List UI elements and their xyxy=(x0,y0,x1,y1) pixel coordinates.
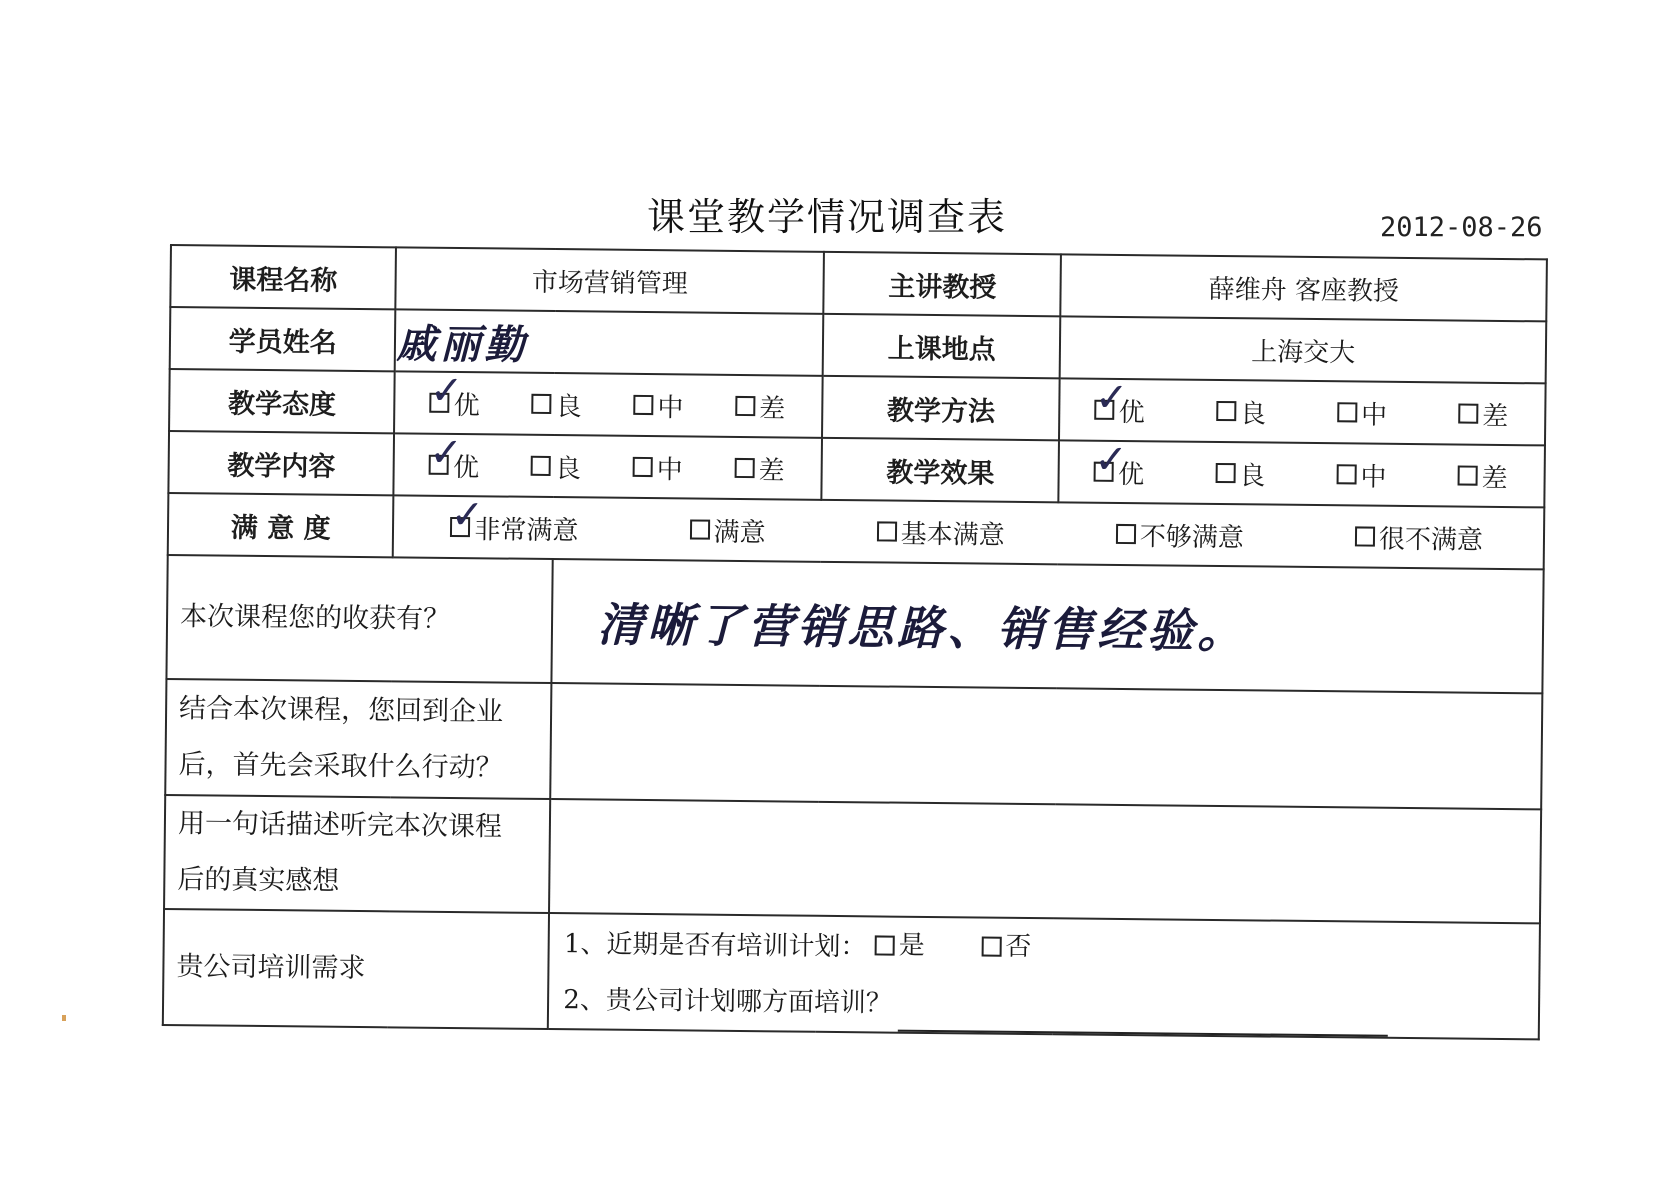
student-label: 学员姓名 xyxy=(170,307,396,371)
action-question-line2: 后，首先会采取什么行动？ xyxy=(178,749,503,784)
row-action xyxy=(165,679,1542,809)
training-plan-no[interactable]: 否 xyxy=(981,919,1032,976)
checkbox-icon[interactable] xyxy=(1094,436,1129,484)
location-value[interactable]: 上海交大 xyxy=(1060,316,1546,383)
method-option-average[interactable]: 中 xyxy=(1337,394,1387,432)
attitude-option-average[interactable]: 中 xyxy=(633,386,683,424)
row-training xyxy=(163,909,1540,1039)
attitude-label: 教学态度 xyxy=(169,369,395,433)
attitude-options xyxy=(394,367,822,437)
form-date: 2012-08-26 xyxy=(1380,212,1543,243)
method-options xyxy=(1059,374,1545,445)
gain-question: 本次课程您的收获有？ xyxy=(166,555,553,683)
location-label: 上课地点 xyxy=(823,314,1061,378)
satisfaction-option-satisfied[interactable]: 满意 xyxy=(689,511,765,549)
checkbox-icon[interactable] xyxy=(735,458,755,478)
checkbox-icon[interactable] xyxy=(689,519,709,539)
feeling-question-line2: 后的真实感想 xyxy=(177,864,340,897)
survey-form-table xyxy=(162,244,1548,1040)
checkbox-icon[interactable] xyxy=(1457,465,1477,485)
course-label: 课程名称 xyxy=(170,245,396,309)
effect-label: 教学效果 xyxy=(821,438,1059,502)
checkbox-icon[interactable] xyxy=(1337,402,1357,422)
satisfaction-option-very-satisfied[interactable]: ✓ 非常满意 xyxy=(450,491,579,546)
checkbox-icon[interactable] xyxy=(735,396,755,416)
satisfaction-option-basically-satisfied[interactable]: 基本满意 xyxy=(877,513,1005,551)
training-q2: 2、贵公司计划哪方面培训？ xyxy=(563,972,1538,1038)
training-questions xyxy=(548,913,1540,1039)
content-option-good[interactable]: 良 xyxy=(531,447,581,485)
checkbox-icon[interactable] xyxy=(1216,401,1236,421)
content-option-average[interactable]: 中 xyxy=(633,448,683,486)
checkbox-icon[interactable] xyxy=(877,521,897,541)
paper-speck xyxy=(62,1015,66,1021)
action-question-line1: 结合本次课程，您回到企业 xyxy=(178,693,504,728)
method-label: 教学方法 xyxy=(822,376,1060,440)
checkmark-icon: ✓ xyxy=(429,367,464,415)
gain-answer-handwritten[interactable]: 清晰了营销思路、销售经验。 xyxy=(552,559,1544,693)
row-gain xyxy=(166,555,1543,693)
satisfaction-option-not-satisfied-enough[interactable]: 不够满意 xyxy=(1116,515,1244,553)
satisfaction-option-very-dissatisfied[interactable]: 很不满意 xyxy=(1355,518,1483,556)
training-area-input[interactable] xyxy=(898,1006,1388,1037)
feeling-answer[interactable] xyxy=(549,799,1541,923)
row-feeling xyxy=(164,795,1541,923)
checkbox-icon[interactable] xyxy=(633,457,653,477)
checkbox-icon[interactable] xyxy=(875,935,895,955)
checkbox-icon[interactable] xyxy=(1458,404,1478,424)
checkmark-icon: ✓ xyxy=(429,429,464,477)
feeling-question-line1: 用一句话描述听完本次课程 xyxy=(177,808,503,843)
checkbox-icon[interactable] xyxy=(429,429,464,477)
professor-value[interactable]: 薛维舟 客座教授 xyxy=(1061,254,1547,321)
checkbox-icon[interactable] xyxy=(1116,524,1136,544)
effect-options xyxy=(1059,436,1545,507)
checkmark-icon: ✓ xyxy=(1094,436,1129,484)
method-option-poor[interactable]: 差 xyxy=(1458,395,1508,433)
checkbox-icon[interactable] xyxy=(532,394,552,414)
satisfaction-label: 满 意 度 xyxy=(168,493,394,557)
effect-option-poor[interactable]: 差 xyxy=(1457,457,1507,495)
student-name-handwritten[interactable]: 戚丽勤 xyxy=(395,309,823,375)
checkbox-icon[interactable] xyxy=(429,367,464,415)
method-option-excellent[interactable]: ✓ 优 xyxy=(1094,374,1145,428)
content-options xyxy=(394,429,822,499)
checkbox-icon[interactable] xyxy=(633,395,653,415)
checkbox-icon[interactable] xyxy=(450,491,485,539)
checkmark-icon: ✓ xyxy=(450,491,485,539)
checkbox-icon[interactable] xyxy=(1094,374,1129,422)
content-option-poor[interactable]: 差 xyxy=(734,449,784,487)
training-label: 贵公司培训需求 xyxy=(163,909,549,1029)
professor-label: 主讲教授 xyxy=(823,252,1061,316)
attitude-option-good[interactable]: 良 xyxy=(531,385,581,423)
attitude-option-poor[interactable]: 差 xyxy=(735,387,785,425)
form-title: 课堂教学情况调查表 xyxy=(646,195,1007,239)
attitude-option-excellent[interactable]: ✓ 优 xyxy=(429,367,480,421)
training-q1: 1、近期是否有培训计划： 是 否 xyxy=(564,914,1539,982)
effect-option-excellent[interactable]: ✓ 优 xyxy=(1094,436,1145,490)
checkbox-icon[interactable] xyxy=(531,456,551,476)
training-plan-yes[interactable]: 是 xyxy=(874,917,925,974)
effect-option-good[interactable]: 良 xyxy=(1215,454,1265,492)
checkbox-icon[interactable] xyxy=(981,937,1001,957)
content-label: 教学内容 xyxy=(168,431,394,495)
course-value[interactable]: 市场营销管理 xyxy=(396,247,824,313)
action-answer[interactable] xyxy=(550,683,1542,809)
method-option-good[interactable]: 良 xyxy=(1216,392,1266,430)
feeling-question xyxy=(164,795,550,913)
checkbox-icon[interactable] xyxy=(1215,463,1235,483)
action-question xyxy=(165,679,551,799)
checkbox-icon[interactable] xyxy=(1355,526,1375,546)
checkmark-icon: ✓ xyxy=(1094,374,1129,422)
content-option-excellent[interactable]: ✓ 优 xyxy=(429,429,480,483)
effect-option-average[interactable]: 中 xyxy=(1336,456,1386,494)
checkbox-icon[interactable] xyxy=(1336,464,1356,484)
